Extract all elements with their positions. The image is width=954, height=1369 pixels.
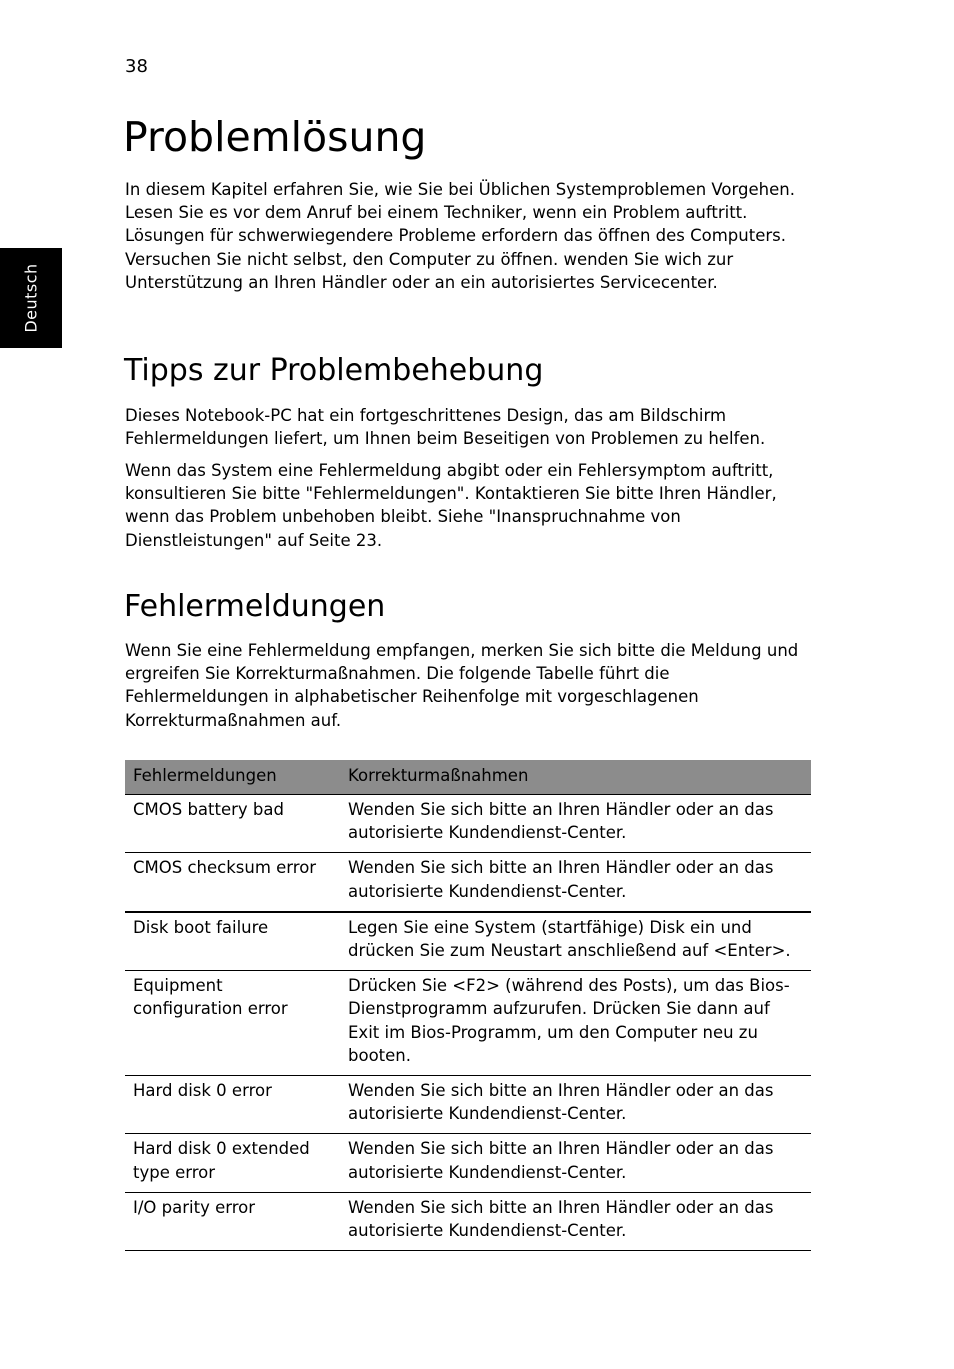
error-cell: Hard disk 0 error bbox=[125, 1076, 340, 1134]
service-reference-link[interactable]: "Inanspruchnahme von Dienstleistungen" auf Seite 23 bbox=[125, 507, 681, 550]
tips-paragraph-1: Dieses Notebook-PC hat ein fortgeschrittenes Design, das am Bildschirm Fehlermeldungen liefert, um Ihnen beim Beseitigen von Problemen zu helfen. bbox=[125, 406, 766, 449]
table-header-error: Fehlermeldungen bbox=[125, 760, 340, 795]
table-row bbox=[125, 853, 811, 912]
error-cell: CMOS checksum error bbox=[125, 853, 340, 912]
action-cell: Legen Sie eine System (startfähige) Disk ein und drücken Sie zum Neustart anschließend auf <Enter>. bbox=[340, 912, 811, 971]
language-tab bbox=[0, 248, 62, 348]
error-cell: Equipment configuration error bbox=[125, 971, 340, 1076]
tips-paragraph-2-end: . bbox=[376, 530, 383, 550]
action-cell: Wenden Sie sich bitte an Ihren Händler oder an das autorisierte Kundendienst-Center. bbox=[340, 1076, 811, 1134]
tips-paragraph-2 bbox=[125, 459, 815, 552]
table-header-row bbox=[125, 760, 811, 795]
table-row bbox=[125, 795, 811, 853]
action-cell: Drücken Sie <F2> (während des Posts), um das Bios-Dienstprogramm aufzurufen. Drücken Sie dann auf Exit im Bios-Programm, um den Computer neu zu booten. bbox=[340, 971, 811, 1076]
error-cell: I/O parity error bbox=[125, 1192, 340, 1250]
language-tab-label: Deutsch bbox=[21, 263, 41, 333]
errors-paragraph: Wenn Sie eine Fehlermeldung empfangen, merken Sie sich bitte die Meldung und ergreifen Sie Korrekturmaßnahmen. Die folgende Tabelle führt die Fehlermeldungen in alphabetischer Reihenfolge mit vorgeschlagenen Korrekturmaßnahmen auf. bbox=[125, 641, 799, 730]
table-header-action: Korrekturmaßnahmen bbox=[340, 760, 811, 795]
tips-heading: Tipps zur Problembehebung bbox=[124, 353, 544, 388]
error-cell: Disk boot failure bbox=[125, 912, 340, 971]
tips-paragraph-2-text: Wenn das System eine Fehlermeldung abgibt oder ein Fehlersymptom auftritt, konsultieren Sie bitte "Fehlermeldungen". Kontaktieren Sie bitte Ihren Händler, wenn das Problem unbehoben bleibt. Siehe bbox=[125, 461, 777, 527]
action-cell: Wenden Sie sich bitte an Ihren Händler oder an das autorisierte Kundendienst-Center. bbox=[340, 853, 811, 912]
error-cell: Hard disk 0 extended type error bbox=[125, 1134, 340, 1192]
action-cell: Wenden Sie sich bitte an Ihren Händler oder an das autorisierte Kundendienst-Center. bbox=[340, 1134, 811, 1192]
page-title: Problemlösung bbox=[123, 113, 427, 161]
intro-paragraph: In diesem Kapitel erfahren Sie, wie Sie bei Üblichen Systemproblemen Vorgehen. Lesen Sie es vor dem Anruf bei einem Techniker, wenn ein Problem auftritt. Lösungen für schwerwiegendere Probleme erfordern das öffnen des Computers. Versuchen Sie nicht selbst, den Computer zu öffnen. wenden Sie wich zur Unterstützung an Ihren Händler oder an ein autorisiertes Servicecenter. bbox=[125, 180, 795, 292]
error-messages-table bbox=[125, 760, 811, 1251]
action-cell: Wenden Sie sich bitte an Ihren Händler oder an das autorisierte Kundendienst-Center. bbox=[340, 795, 811, 853]
table-row bbox=[125, 1134, 811, 1192]
error-cell: CMOS battery bad bbox=[125, 795, 340, 853]
action-cell: Wenden Sie sich bitte an Ihren Händler oder an das autorisierte Kundendienst-Center. bbox=[340, 1192, 811, 1250]
page-number: 38 bbox=[125, 56, 148, 77]
table-row bbox=[125, 1192, 811, 1250]
table-row bbox=[125, 1076, 811, 1134]
errors-heading: Fehlermeldungen bbox=[124, 589, 386, 624]
table-row bbox=[125, 971, 811, 1076]
table-row bbox=[125, 912, 811, 971]
